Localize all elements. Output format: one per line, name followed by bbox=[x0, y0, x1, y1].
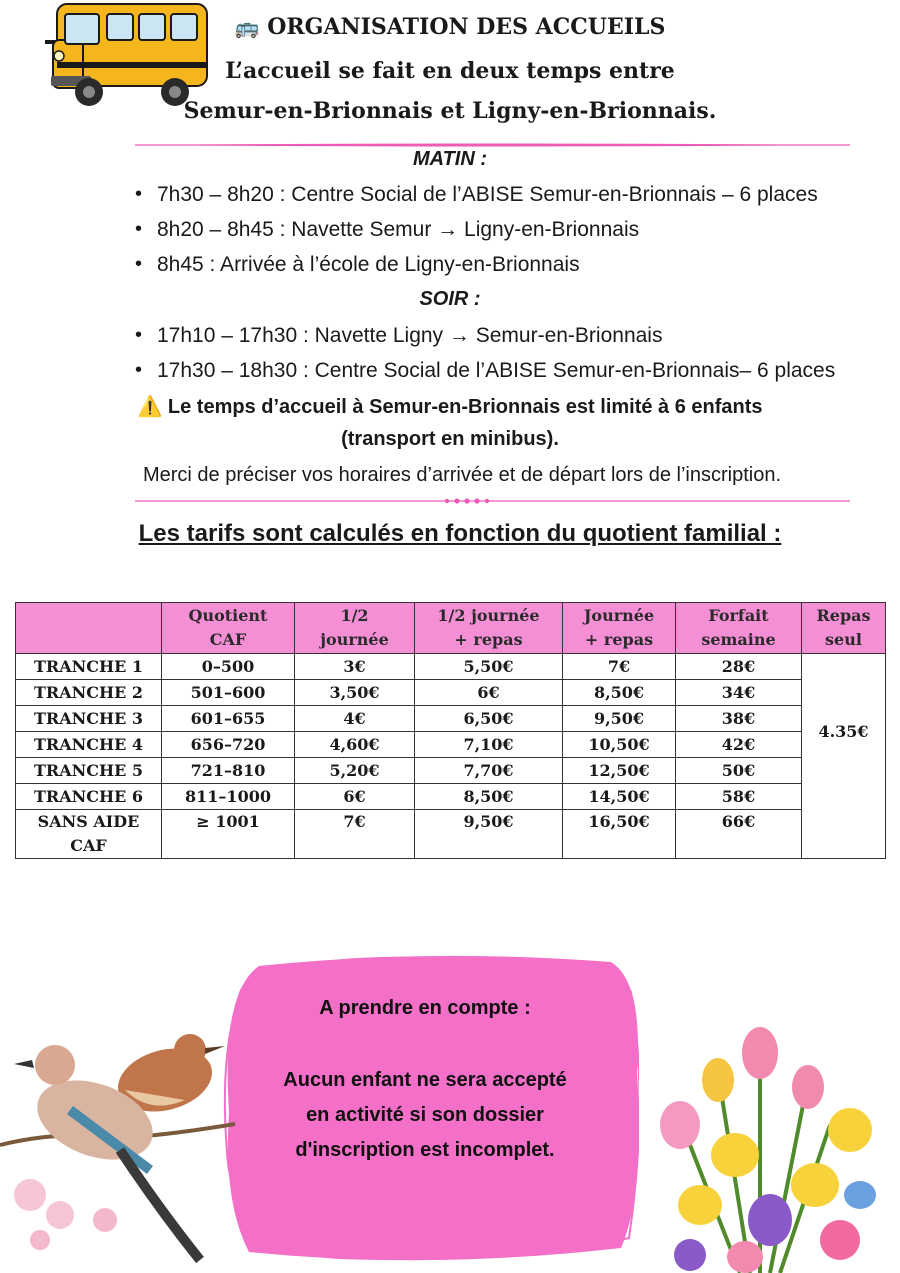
table-cell: 8,50€ bbox=[563, 680, 676, 706]
table-cell: 14,50€ bbox=[563, 784, 676, 810]
header-forfait-semaine: Forfait semaine bbox=[676, 603, 802, 654]
table-cell: 5,20€ bbox=[295, 758, 415, 784]
table-cell: 9,50€ bbox=[563, 706, 676, 732]
table-cell: 6€ bbox=[295, 784, 415, 810]
warning-text: Le temps d’accueil à Semur-en-Brionnais est limité à 6 enfants bbox=[167, 396, 763, 418]
table-cell: 38€ bbox=[676, 706, 802, 732]
divider-middle bbox=[135, 494, 850, 508]
registration-note: Merci de préciser vos horaires d’arrivée et de départ lors de l’inscription. bbox=[142, 464, 782, 486]
header-quotient: Quotient CAF bbox=[162, 603, 295, 654]
warning-icon: ⚠️ bbox=[137, 394, 163, 418]
table-cell: 9,50€ bbox=[415, 810, 563, 859]
table-cell: 656–720 bbox=[162, 732, 295, 758]
table-header-row bbox=[16, 603, 886, 654]
subtitle-line-1: L’accueil se fait en deux temps entre bbox=[225, 58, 675, 84]
table-cell: 601–655 bbox=[162, 706, 295, 732]
row-label: TRANCHE 1 bbox=[16, 654, 162, 680]
header-cell-empty bbox=[16, 603, 162, 654]
table-cell: 3€ bbox=[295, 654, 415, 680]
table-row bbox=[16, 784, 886, 810]
matin-list bbox=[135, 177, 818, 282]
note-heading: A prendre en compte : bbox=[319, 997, 531, 1019]
table-cell: 811–1000 bbox=[162, 784, 295, 810]
table-row bbox=[16, 810, 886, 859]
note-line-3: d'inscription est incomplet. bbox=[295, 1139, 555, 1161]
table-cell: 7,10€ bbox=[415, 732, 563, 758]
table-cell: 34€ bbox=[676, 680, 802, 706]
note-line-2: en activité si son dossier bbox=[306, 1104, 544, 1126]
table-cell: 12,50€ bbox=[563, 758, 676, 784]
table-row bbox=[16, 758, 886, 784]
row-label: TRANCHE 5 bbox=[16, 758, 162, 784]
header-journee-repas: Journée + repas bbox=[563, 603, 676, 654]
title-text: ORGANISATION DES ACCUEILS bbox=[267, 14, 666, 40]
table-cell: 50€ bbox=[676, 758, 802, 784]
table-row bbox=[16, 732, 886, 758]
birds-illustration bbox=[0, 1020, 235, 1273]
list-item: • 8h45 : Arrivée à l’école de Ligny-en-Brionnais bbox=[135, 247, 818, 282]
page-title bbox=[0, 14, 900, 40]
table-cell: 3,50€ bbox=[295, 680, 415, 706]
table-cell: 7,70€ bbox=[415, 758, 563, 784]
row-label: TRANCHE 4 bbox=[16, 732, 162, 758]
table-cell: ≥ 1001 bbox=[162, 810, 295, 859]
table-cell: 58€ bbox=[676, 784, 802, 810]
table-row bbox=[16, 680, 886, 706]
flowers-illustration bbox=[630, 1025, 900, 1273]
subtitle-line-2: Semur-en-Brionnais et Ligny-en-Brionnais. bbox=[183, 98, 717, 124]
row-label: TRANCHE 2 bbox=[16, 680, 162, 706]
table-cell: 42€ bbox=[676, 732, 802, 758]
table-cell: 4,60€ bbox=[295, 732, 415, 758]
table-cell: 721–810 bbox=[162, 758, 295, 784]
warning-line-1 bbox=[0, 394, 900, 419]
header-demi-journee-repas: 1/2 journée + repas bbox=[415, 603, 563, 654]
table-cell: 6€ bbox=[415, 680, 563, 706]
table-cell: 5,50€ bbox=[415, 654, 563, 680]
list-item: • 17h10 – 17h30 : Navette Ligny → Semur-en-Brionnais bbox=[135, 318, 835, 353]
bus-icon: 🚌 bbox=[234, 15, 260, 39]
list-item: • 8h20 – 8h45 : Navette Semur → Ligny-en-Brionnais bbox=[135, 212, 818, 247]
table-cell: 501–600 bbox=[162, 680, 295, 706]
table-row bbox=[16, 654, 886, 680]
table-cell: 10,50€ bbox=[563, 732, 676, 758]
table-row bbox=[16, 706, 886, 732]
table-cell: 0–500 bbox=[162, 654, 295, 680]
table-cell: 16,50€ bbox=[563, 810, 676, 859]
note-line-1: Aucun enfant ne sera accepté bbox=[283, 1069, 567, 1091]
warning-line-2: (transport en minibus). bbox=[341, 428, 559, 450]
table-cell: 7€ bbox=[563, 654, 676, 680]
soir-label: SOIR : bbox=[419, 288, 481, 310]
row-label: SANS AIDE CAF bbox=[16, 810, 162, 859]
matin-label: MATIN : bbox=[412, 148, 488, 170]
table-cell: 8,50€ bbox=[415, 784, 563, 810]
row-label: TRANCHE 3 bbox=[16, 706, 162, 732]
list-item: • 17h30 – 18h30 : Centre Social de l’ABISE Semur-en-Brionnais– 6 places bbox=[135, 353, 835, 388]
header-repas-seul: Repas seul bbox=[802, 603, 886, 654]
tarifs-table bbox=[15, 602, 886, 859]
soir-list bbox=[135, 318, 835, 388]
table-cell: 6,50€ bbox=[415, 706, 563, 732]
list-item: • 7h30 – 8h20 : Centre Social de l’ABISE Semur-en-Brionnais – 6 places bbox=[135, 177, 818, 212]
header-demi-journee: 1/2 journée bbox=[295, 603, 415, 654]
table-cell: 7€ bbox=[295, 810, 415, 859]
tarifs-title: Les tarifs sont calculés en fonction du quotient familial : bbox=[138, 520, 782, 547]
table-cell: 4€ bbox=[295, 706, 415, 732]
table-cell: 28€ bbox=[676, 654, 802, 680]
table-cell: 66€ bbox=[676, 810, 802, 859]
repas-seul-value: 4.35€ bbox=[802, 654, 886, 859]
row-label: TRANCHE 6 bbox=[16, 784, 162, 810]
